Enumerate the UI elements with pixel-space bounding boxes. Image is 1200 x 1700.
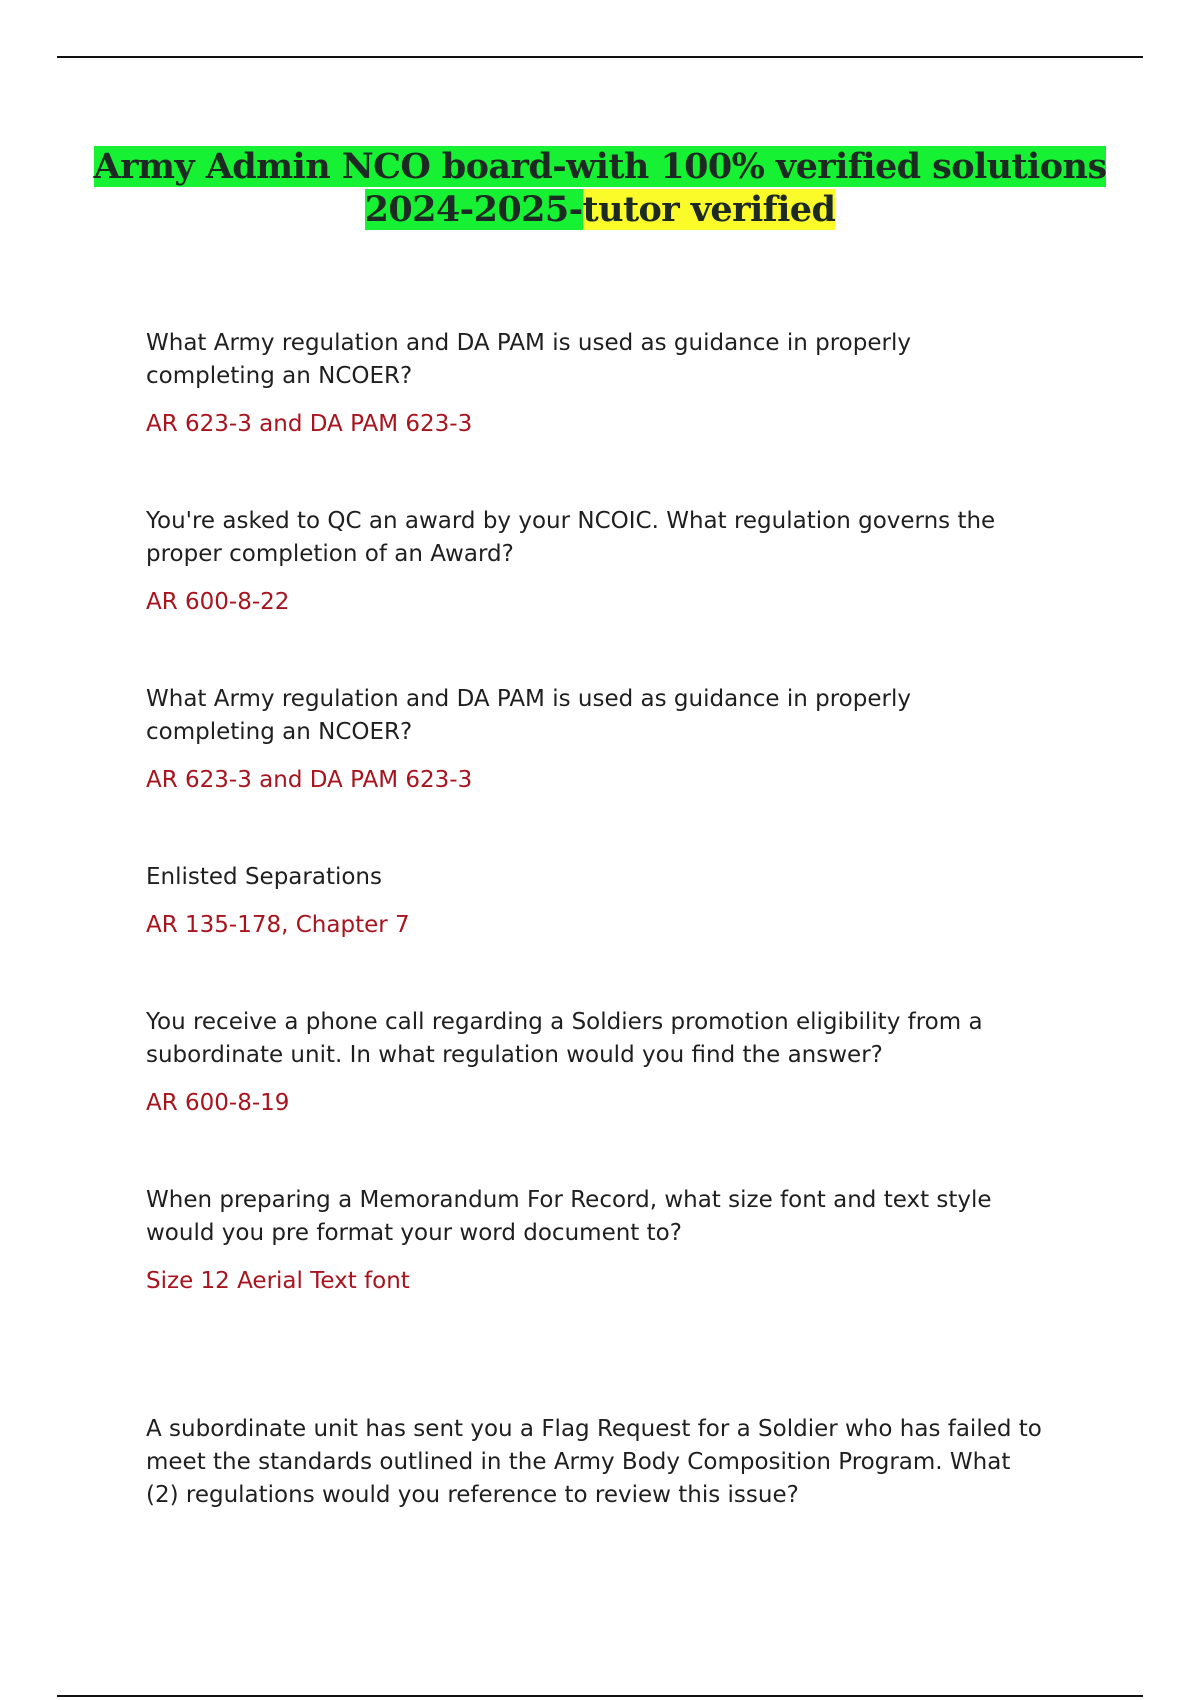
qa-item-6 [146, 1184, 1046, 1298]
qa-item-7 [146, 1413, 1046, 1512]
title-highlight-green: Army Admin NCO board-with 100% verified solutions [93, 146, 1107, 187]
qa-item-2 [146, 505, 1046, 619]
answer-text: AR 600-8-19 [146, 1090, 290, 1116]
top-rule [57, 56, 1143, 58]
answer-text: Size 12 Aerial Text font [146, 1268, 410, 1294]
answer-text: AR 623-3 and DA PAM 623-3 [146, 411, 473, 437]
title-highlight-yellow: tutor verified [582, 189, 836, 230]
qa-item-5 [146, 1006, 1046, 1120]
title-highlight-green-2: 2024-2025- [364, 189, 583, 230]
bottom-rule [57, 1695, 1143, 1697]
question-text: You receive a phone call regarding a Soldiers promotion eligibility from a subordinate unit. In what regulation would you find the answer? [146, 1009, 983, 1068]
question-text: You're asked to QC an award by your NCOIC. What regulation governs the proper completion of an Award? [146, 508, 996, 567]
qa-item-4 [146, 861, 1046, 942]
answer-text: AR 135-178, Chapter 7 [146, 912, 410, 938]
answer-text: AR 600-8-22 [146, 589, 290, 615]
question-text: A subordinate unit has sent you a Flag Request for a Soldier who has failed to meet the standards outlined in the Army Body Composition Program. What (2) regulations would you reference to review this issue? [146, 1416, 1042, 1508]
question-text: Enlisted Separations [146, 864, 382, 890]
question-text: What Army regulation and DA PAM is used as guidance in properly completing an NCOER? [146, 330, 911, 389]
document-title [0, 145, 1200, 231]
qa-item-1 [146, 327, 1046, 441]
qa-item-3 [146, 683, 1046, 797]
question-text: When preparing a Memorandum For Record, what size font and text style would you pre format your word document to? [146, 1187, 992, 1246]
question-text: What Army regulation and DA PAM is used as guidance in properly completing an NCOER? [146, 686, 911, 745]
answer-text: AR 623-3 and DA PAM 623-3 [146, 767, 473, 793]
